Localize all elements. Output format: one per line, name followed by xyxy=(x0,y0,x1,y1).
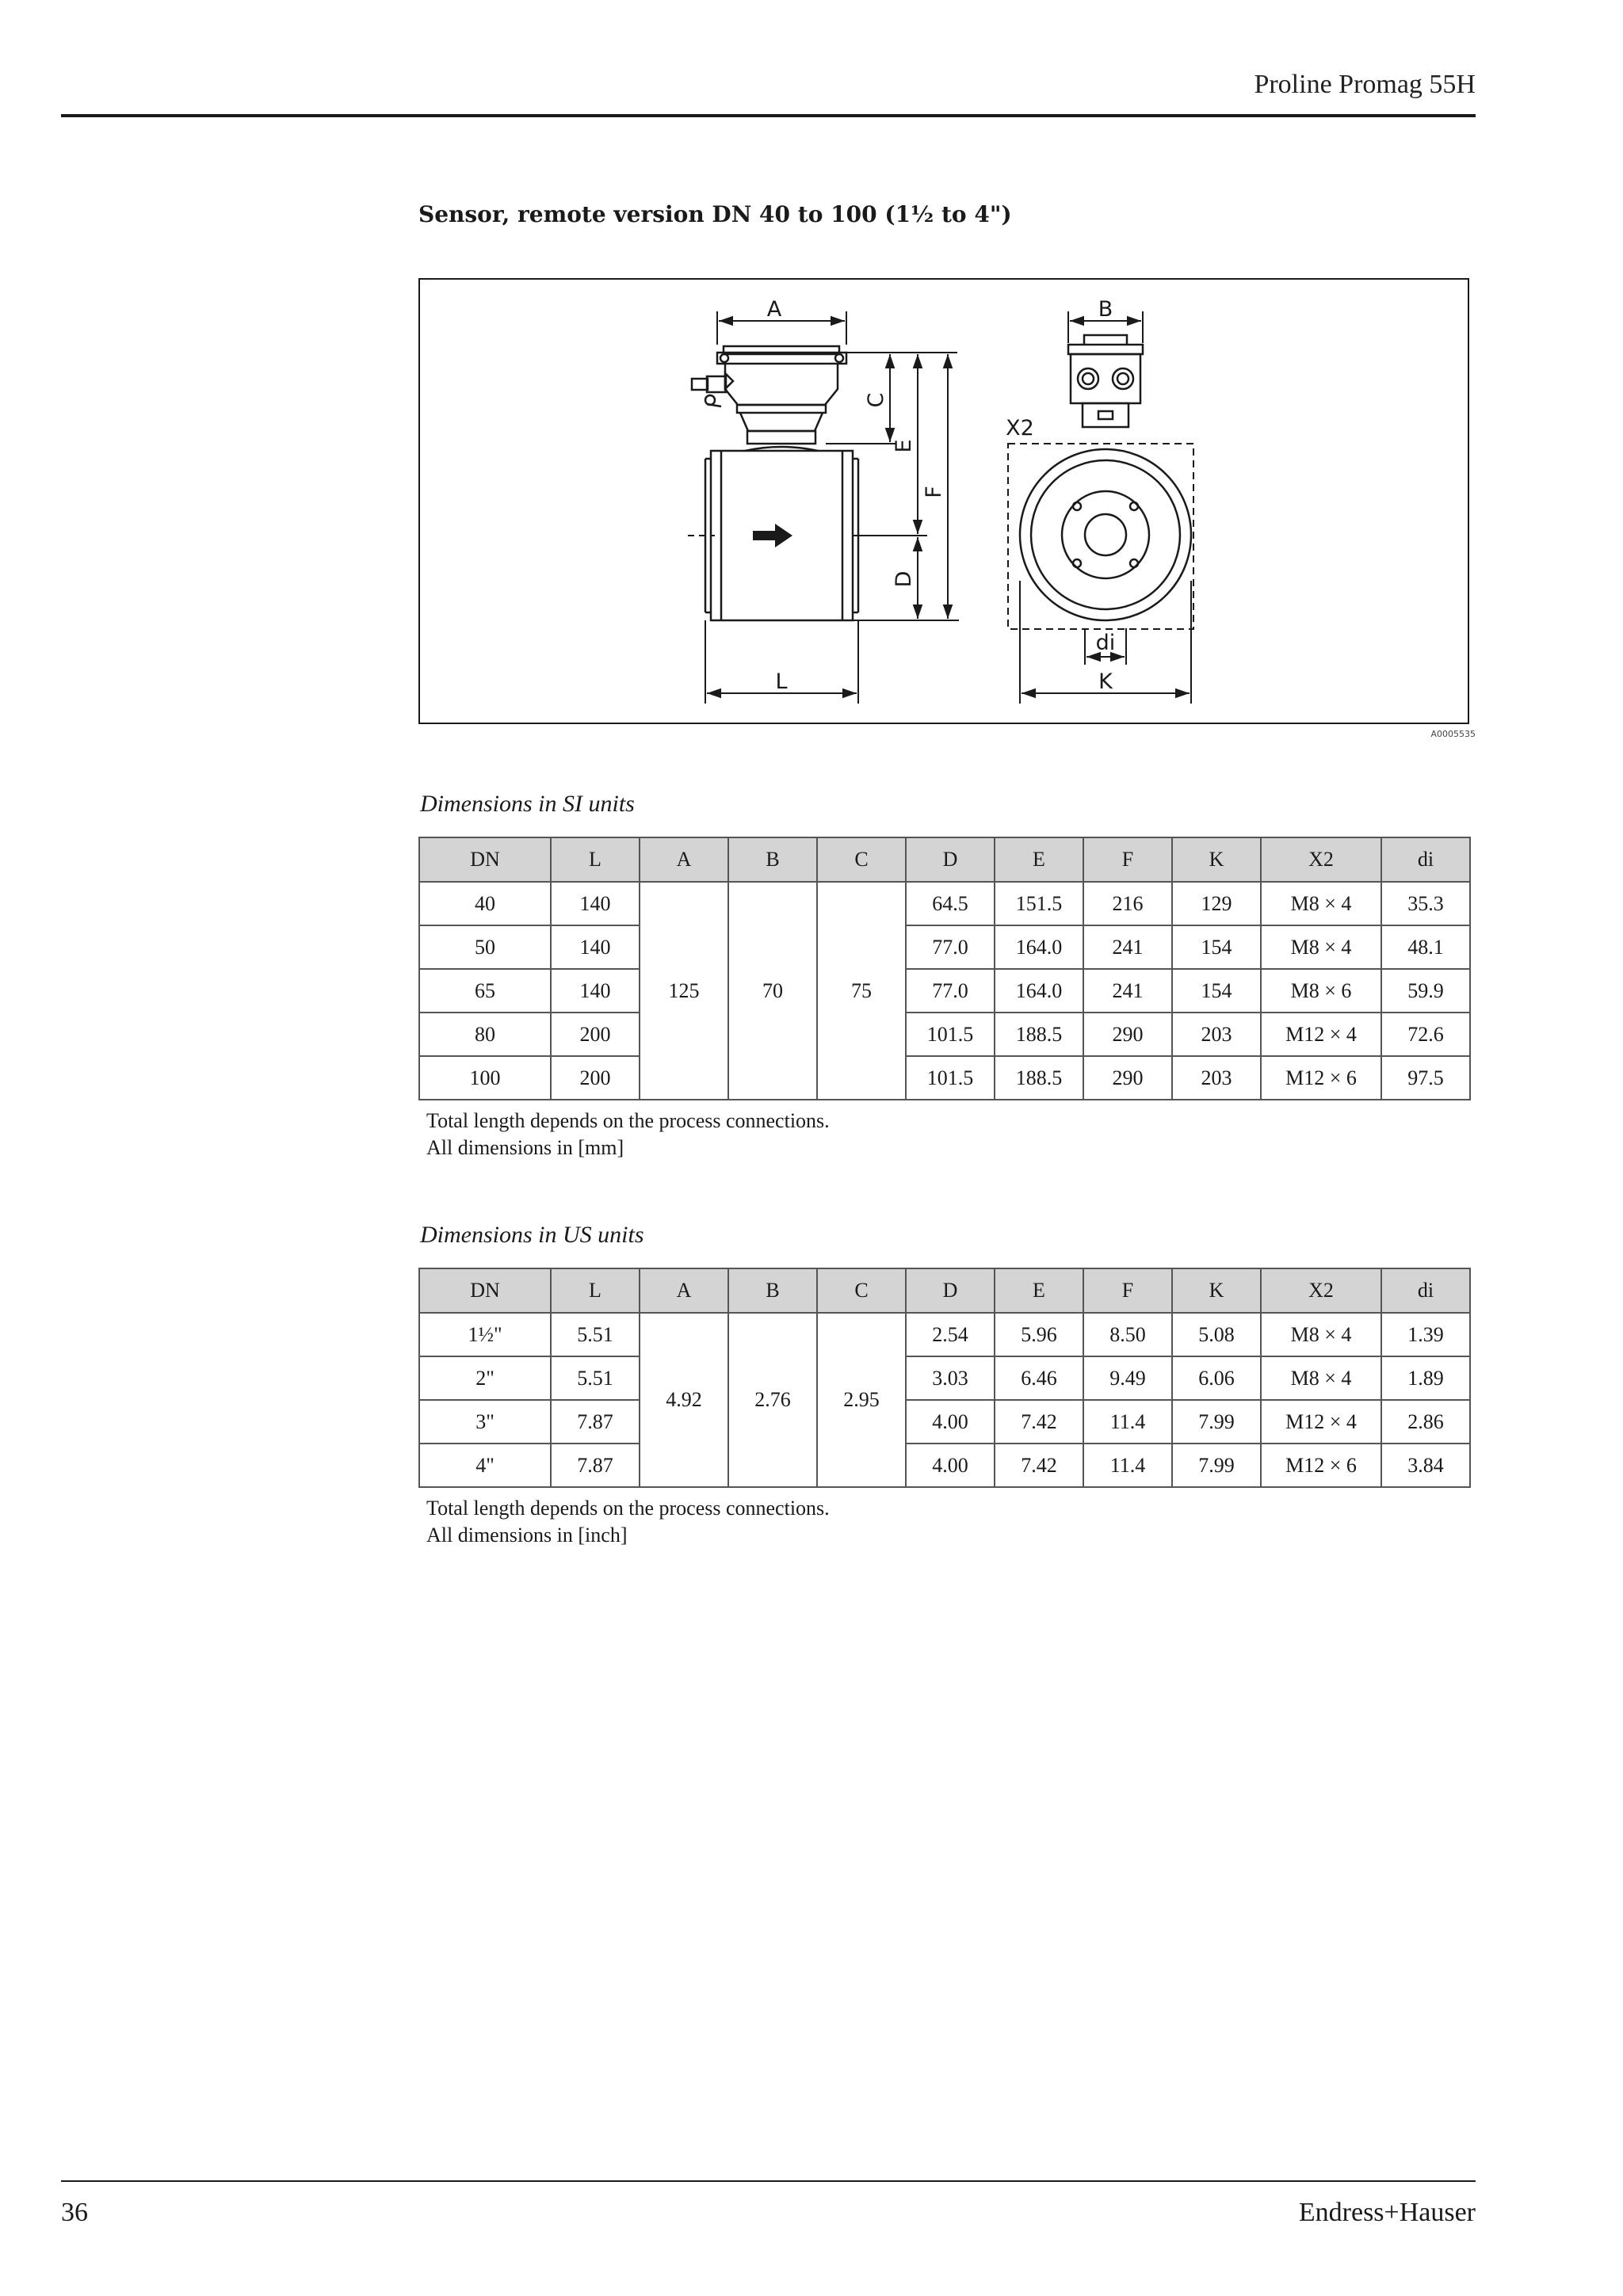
cell-dn: 3" xyxy=(419,1400,551,1444)
note-line: All dimensions in [inch] xyxy=(426,1524,628,1547)
column-header: di xyxy=(1381,1268,1470,1313)
cell-dn: 100 xyxy=(419,1056,551,1100)
si-dimensions-table xyxy=(418,837,1471,1100)
x2-bolt-zone xyxy=(1008,444,1193,629)
cell-x2: M8 × 4 xyxy=(1261,925,1381,969)
column-header: D xyxy=(906,1268,995,1313)
column-header: C xyxy=(817,1268,906,1313)
cell-d: 77.0 xyxy=(906,925,995,969)
cell-d: 101.5 xyxy=(906,1056,995,1100)
cell-e: 5.96 xyxy=(995,1313,1083,1356)
cell-e: 6.46 xyxy=(995,1356,1083,1400)
column-header: di xyxy=(1381,837,1470,882)
cell-k: 154 xyxy=(1172,925,1261,969)
cell-a-merged: 4.92 xyxy=(640,1313,728,1487)
label-A: A xyxy=(766,297,782,322)
label-L: L xyxy=(775,669,788,694)
table-row xyxy=(419,1056,1470,1100)
cell-di: 97.5 xyxy=(1381,1056,1470,1100)
column-header: X2 xyxy=(1261,1268,1381,1313)
cell-x2: M12 × 6 xyxy=(1261,1444,1381,1487)
cell-k: 129 xyxy=(1172,882,1261,925)
cell-l: 5.51 xyxy=(551,1313,640,1356)
table-row xyxy=(419,1400,1470,1444)
column-header: A xyxy=(640,1268,728,1313)
cell-f: 11.4 xyxy=(1083,1444,1172,1487)
label-B: B xyxy=(1098,297,1113,322)
note-line: Total length depends on the process connections. xyxy=(426,1109,830,1132)
column-header: F xyxy=(1083,837,1172,882)
cell-x2: M12 × 4 xyxy=(1261,1013,1381,1056)
table-row xyxy=(419,1013,1470,1056)
cell-x2: M12 × 6 xyxy=(1261,1056,1381,1100)
cell-e: 151.5 xyxy=(995,882,1083,925)
note-line: Total length depends on the process connections. xyxy=(426,1497,830,1520)
cell-d: 4.00 xyxy=(906,1400,995,1444)
cell-dn: 65 xyxy=(419,969,551,1013)
label-X2: X2 xyxy=(1006,416,1034,441)
cell-x2: M8 × 6 xyxy=(1261,969,1381,1013)
header-rule xyxy=(61,114,1476,117)
cell-dn: 1½" xyxy=(419,1313,551,1356)
table-row xyxy=(419,1444,1470,1487)
cell-dn: 50 xyxy=(419,925,551,969)
column-header: B xyxy=(728,837,817,882)
column-header: K xyxy=(1172,1268,1261,1313)
cell-l: 140 xyxy=(551,882,640,925)
column-header: E xyxy=(995,1268,1083,1313)
cell-b-merged: 2.76 xyxy=(728,1313,817,1487)
cell-f: 11.4 xyxy=(1083,1400,1172,1444)
cell-f: 9.49 xyxy=(1083,1356,1172,1400)
table-row xyxy=(419,882,1470,925)
section-heading: Sensor, remote version DN 40 to 100 (1½ to 4") xyxy=(418,201,1012,227)
cell-l: 200 xyxy=(551,1056,640,1100)
cell-di: 48.1 xyxy=(1381,925,1470,969)
cell-k: 7.99 xyxy=(1172,1444,1261,1487)
cell-k: 203 xyxy=(1172,1013,1261,1056)
label-E: E xyxy=(892,439,916,453)
figure-id: A0005535 xyxy=(1430,729,1476,739)
cell-f: 290 xyxy=(1083,1013,1172,1056)
cell-k: 7.99 xyxy=(1172,1400,1261,1444)
us-dimensions-table xyxy=(418,1268,1471,1488)
cell-di: 72.6 xyxy=(1381,1013,1470,1056)
cell-d: 2.54 xyxy=(906,1313,995,1356)
table-row xyxy=(419,969,1470,1013)
cell-b-merged: 70 xyxy=(728,882,817,1100)
cell-dn: 2" xyxy=(419,1356,551,1400)
cell-e: 7.42 xyxy=(995,1400,1083,1444)
table-header-row xyxy=(419,837,1470,882)
column-header: E xyxy=(995,837,1083,882)
cell-dn: 4" xyxy=(419,1444,551,1487)
cell-k: 6.06 xyxy=(1172,1356,1261,1400)
column-header: D xyxy=(906,837,995,882)
cell-k: 5.08 xyxy=(1172,1313,1261,1356)
flow-direction-arrow-icon xyxy=(753,524,792,547)
cell-di: 2.86 xyxy=(1381,1400,1470,1444)
column-header: C xyxy=(817,837,906,882)
cell-l: 7.87 xyxy=(551,1400,640,1444)
cell-a-merged: 125 xyxy=(640,882,728,1100)
dimension-drawing xyxy=(418,278,1469,724)
cell-c-merged: 75 xyxy=(817,882,906,1100)
cell-f: 241 xyxy=(1083,925,1172,969)
cell-x2: M8 × 4 xyxy=(1261,882,1381,925)
column-header: K xyxy=(1172,837,1261,882)
cell-x2: M8 × 4 xyxy=(1261,1313,1381,1356)
label-K: K xyxy=(1098,669,1113,694)
cell-k: 154 xyxy=(1172,969,1261,1013)
cell-d: 3.03 xyxy=(906,1356,995,1400)
label-F: F xyxy=(922,486,946,498)
running-header-title: Proline Promag 55H xyxy=(1254,70,1476,99)
column-header: DN xyxy=(419,837,551,882)
table-row xyxy=(419,925,1470,969)
label-D: D xyxy=(892,570,916,588)
cell-d: 101.5 xyxy=(906,1013,995,1056)
cell-d: 4.00 xyxy=(906,1444,995,1487)
cell-e: 188.5 xyxy=(995,1056,1083,1100)
cell-f: 241 xyxy=(1083,969,1172,1013)
cell-di: 35.3 xyxy=(1381,882,1470,925)
label-di: di xyxy=(1095,631,1116,655)
cell-d: 64.5 xyxy=(906,882,995,925)
cell-x2: M12 × 4 xyxy=(1261,1400,1381,1444)
cell-l: 140 xyxy=(551,925,640,969)
cell-k: 203 xyxy=(1172,1056,1261,1100)
cell-e: 188.5 xyxy=(995,1013,1083,1056)
cell-dn: 40 xyxy=(419,882,551,925)
cell-x2: M8 × 4 xyxy=(1261,1356,1381,1400)
note-line: All dimensions in [mm] xyxy=(426,1136,624,1159)
cell-e: 7.42 xyxy=(995,1444,1083,1487)
cell-f: 216 xyxy=(1083,882,1172,925)
cell-di: 59.9 xyxy=(1381,969,1470,1013)
cell-di: 1.89 xyxy=(1381,1356,1470,1400)
cell-f: 290 xyxy=(1083,1056,1172,1100)
front-view xyxy=(1020,335,1191,620)
cell-c-merged: 2.95 xyxy=(817,1313,906,1487)
column-header: L xyxy=(551,837,640,882)
cell-e: 164.0 xyxy=(995,925,1083,969)
footer-brand: Endress+Hauser xyxy=(1298,2198,1476,2227)
table-header-row xyxy=(419,1268,1470,1313)
footer-rule xyxy=(61,2180,1476,2182)
table-row xyxy=(419,1313,1470,1356)
cell-d: 77.0 xyxy=(906,969,995,1013)
si-table-caption: Dimensions in SI units xyxy=(420,791,635,817)
column-header: L xyxy=(551,1268,640,1313)
table-row xyxy=(419,1356,1470,1400)
us-table-notes xyxy=(426,1495,830,1549)
column-header: B xyxy=(728,1268,817,1313)
dimension-drawing-svg xyxy=(420,280,1468,723)
column-header: F xyxy=(1083,1268,1172,1313)
column-header: X2 xyxy=(1261,837,1381,882)
cell-e: 164.0 xyxy=(995,969,1083,1013)
page-number: 36 xyxy=(61,2198,88,2227)
cell-di: 3.84 xyxy=(1381,1444,1470,1487)
cell-di: 1.39 xyxy=(1381,1313,1470,1356)
column-header: DN xyxy=(419,1268,551,1313)
cell-l: 7.87 xyxy=(551,1444,640,1487)
cell-l: 200 xyxy=(551,1013,640,1056)
cell-l: 5.51 xyxy=(551,1356,640,1400)
label-C: C xyxy=(864,392,888,408)
si-table-notes xyxy=(426,1108,830,1161)
cell-dn: 80 xyxy=(419,1013,551,1056)
side-view xyxy=(692,346,858,620)
us-table-caption: Dimensions in US units xyxy=(420,1222,644,1248)
cell-l: 140 xyxy=(551,969,640,1013)
cell-f: 8.50 xyxy=(1083,1313,1172,1356)
column-header: A xyxy=(640,837,728,882)
